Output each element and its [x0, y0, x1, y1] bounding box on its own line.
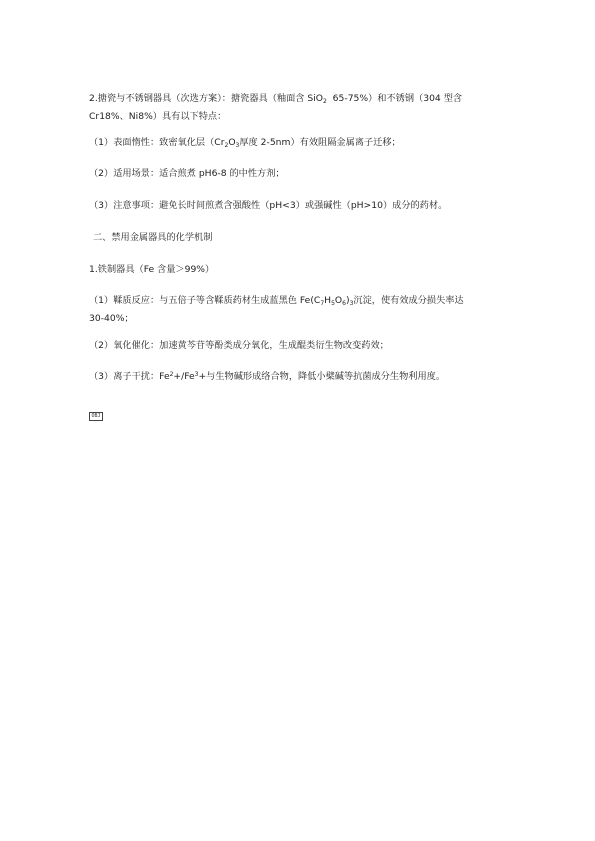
section-2-line2: Cr18%、Ni8%）具有以下特点： [89, 111, 227, 122]
object-placeholder-glyph: OBJ [89, 412, 103, 421]
section-2-line1-b: 65-75%）和不锈钢（304 型含 [326, 93, 463, 104]
heading-2 [93, 229, 518, 247]
section-1-text: 1.铁制器具（Fe 含量＞99%） [89, 264, 215, 275]
item-1-1-a: （1）鞣质反应：与五倍子等含鞣质药材生成蓝黑色 Fe(C [89, 295, 321, 306]
section-1-title [89, 261, 514, 279]
item-1-3 [89, 368, 514, 386]
item-1-2 [89, 337, 514, 355]
item-2-1-a: （1）表面惰性：致密氧化层（Cr [89, 137, 225, 148]
item-1-3-a: （3）离子干扰：Fe [89, 371, 170, 382]
item-2-1-c: 厚度 2-5nm）有效阻隔金属离子迁移； [239, 137, 401, 148]
section-2-intro [89, 90, 514, 126]
item-1-2-text: （2）氧化催化：加速黄芩苷等酚类成分氧化，生成醌类衍生物改变药效； [89, 340, 389, 351]
item-1-1-line2: 30-40%； [89, 313, 134, 324]
item-2-1-b: O [228, 137, 236, 148]
section-2-line1-a: 2.搪瓷与不锈钢器具（次选方案）：搪瓷器具（釉面含 SiO [89, 93, 324, 104]
item-1-1-b: H [324, 295, 332, 306]
item-1-1 [89, 292, 514, 328]
item-2-3 [89, 197, 514, 215]
subscript: 3 [349, 300, 354, 307]
item-1-1-c: O [334, 295, 343, 306]
superscript: 3 [194, 371, 199, 378]
subscript: 5 [331, 300, 335, 307]
subscript: 7 [320, 300, 325, 307]
subscript: 2 [224, 142, 229, 149]
subscript: 2 [323, 98, 327, 105]
item-1-1-d: ) [345, 295, 350, 306]
item-2-2 [89, 165, 514, 183]
item-2-1 [89, 134, 514, 152]
heading-2-text: 二、禁用金属器具的化学机制 [93, 232, 213, 243]
item-2-3-text: （3）注意事项：避免长时间煎煮含强酸性（pH<3）或强碱性（pH>10）成分的药材。 [89, 200, 448, 211]
item-1-3-c: +与生物碱形成络合物，降低小檗碱等抗菌成分生物利用度。 [198, 371, 446, 382]
superscript: 2 [169, 371, 174, 378]
subscript: 3 [235, 142, 240, 149]
subscript: 6 [342, 300, 346, 307]
item-2-2-text: （2）适用场景：适合煎煮 pH6-8 的中性方剂； [89, 168, 285, 179]
item-1-3-b: +/Fe [173, 371, 195, 382]
item-1-1-e: 沉淀，使有效成分损失率达 [353, 295, 464, 306]
